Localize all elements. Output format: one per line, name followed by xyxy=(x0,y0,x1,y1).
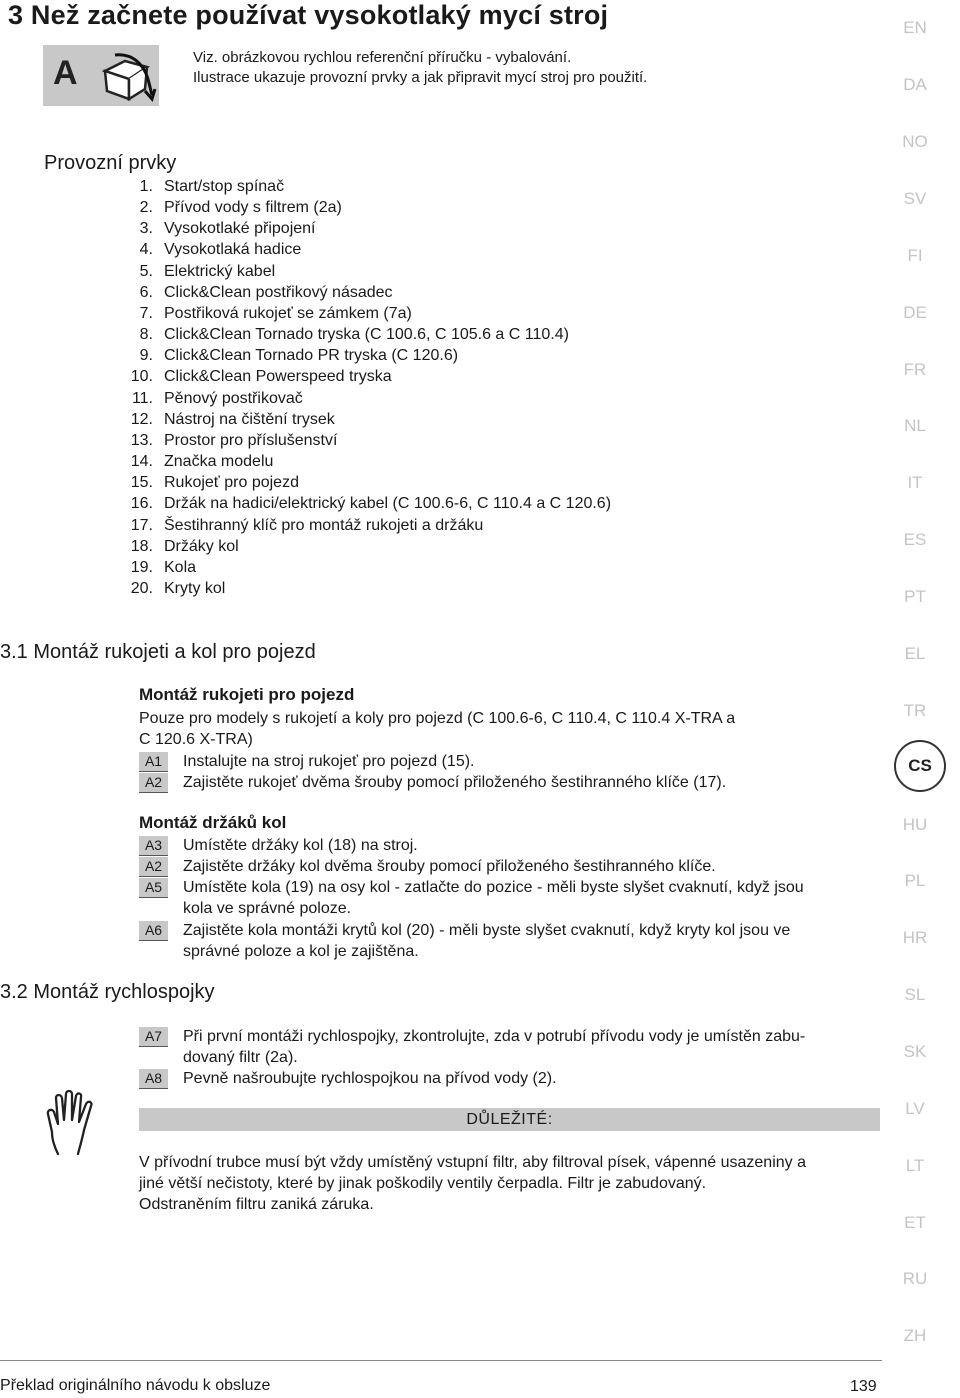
reference-line-2: Ilustrace ukazuje provozní prvky a jak připravit mycí stroj pro použití. xyxy=(193,69,648,86)
page-title: 3 Než začnete používat vysokotlaký mycí stroj xyxy=(8,0,609,30)
list-item: 15. Rukojeť pro pojezd xyxy=(130,474,299,492)
step-tag: A5 xyxy=(139,878,168,898)
lang-tab-zh[interactable]: ZH xyxy=(903,1326,927,1345)
list-item: 11. Pěnový postřikovač xyxy=(131,389,303,407)
footer-divider xyxy=(0,1360,882,1361)
lang-tab-sl[interactable]: SL xyxy=(904,985,926,1004)
lang-tab-lt[interactable]: LT xyxy=(905,1156,925,1175)
lang-tab-et[interactable]: ET xyxy=(904,1213,926,1232)
list-item: 19. Kola xyxy=(130,558,197,576)
lang-tab-es[interactable]: ES xyxy=(903,530,927,549)
lang-tab-pt[interactable]: PT xyxy=(904,587,926,606)
list-item: 20. Kryty kol xyxy=(130,579,226,597)
step-tag: A2 xyxy=(139,857,168,877)
lang-tab-en[interactable]: EN xyxy=(903,18,927,37)
page-number: 139 xyxy=(850,1378,877,1395)
wheel-holders-heading: Montáž držáků kol xyxy=(139,813,287,832)
lang-tab-fi[interactable]: FI xyxy=(907,246,923,265)
parts-list xyxy=(110,176,710,599)
list-item: 14. Značka modelu xyxy=(130,453,274,471)
step-tag: A7 xyxy=(139,1027,168,1047)
lang-tab-lv[interactable]: LV xyxy=(905,1099,925,1118)
list-item: 7. Postřiková rukojeť se zámkem (7a) xyxy=(139,304,412,322)
hand-stop-icon xyxy=(44,1088,100,1158)
list-item: 2. Přívod vody s filtrem (2a) xyxy=(139,199,342,217)
lang-tab-cs-active[interactable]: CS xyxy=(894,740,946,792)
lang-tab-el[interactable]: EL xyxy=(904,644,926,663)
filter-warning: V přívodní trubce musí být vždy umístěný vstupní filtr, aby filtroval písek, vápenné usazeniny a jiné větší nečistoty, které by jinak poškodily ventily čerpadla. Filtr je zabudovaný. Odstraněním filtru zaniká záruka. xyxy=(139,1154,806,1213)
step-tag: A6 xyxy=(139,921,168,941)
reference-line-1: Viz. obrázkovou rychlou referenční příručku - vybalování. xyxy=(193,49,572,66)
lang-tab-ru[interactable]: RU xyxy=(902,1269,928,1288)
step-tag: A8 xyxy=(139,1069,168,1089)
reference-letter: A xyxy=(53,54,78,92)
lang-tab-da[interactable]: DA xyxy=(903,75,927,94)
list-item: 16. Držák na hadici/elektrický kabel (C 100.6-6, C 110.4 a C 120.6) xyxy=(130,495,612,513)
box-unpack-icon xyxy=(99,51,157,103)
lang-tab-hu[interactable]: HU xyxy=(902,815,928,834)
operating-elements-heading: Provozní prvky xyxy=(44,152,177,174)
lang-tab-tr[interactable]: TR xyxy=(903,701,927,720)
section-3-2-heading: 3.2 Montáž rychlospojky xyxy=(0,981,215,1003)
important-banner: DŮLEŽITÉ: xyxy=(139,1108,880,1131)
reference-note xyxy=(193,48,647,88)
handle-models-note: Pouze pro modely s rukojetí a koly pro pojezd (C 100.6-6, C 110.4, C 110.4 X-TRA a C 120.6 X-TRA) xyxy=(139,710,736,748)
lang-tab-hr[interactable]: HR xyxy=(902,928,928,947)
handle-mount-heading: Montáž rukojeti pro pojezd xyxy=(139,685,355,704)
list-item: 10. Click&Clean Powerspeed tryska xyxy=(130,368,392,386)
list-item: 3. Vysokotlaké připojení xyxy=(139,220,316,238)
lang-tab-fr[interactable]: FR xyxy=(903,360,927,379)
list-item: 4. Vysokotlaká hadice xyxy=(139,241,302,259)
lang-tab-nl[interactable]: NL xyxy=(904,416,926,435)
lang-tab-pl[interactable]: PL xyxy=(904,871,926,890)
list-item: 1. Start/stop spínač xyxy=(139,178,285,195)
section-3-1-heading: 3.1 Montáž rukojeti a kol pro pojezd xyxy=(0,641,316,663)
lang-tab-de[interactable]: DE xyxy=(903,303,927,322)
step-tag: A2 xyxy=(139,773,168,793)
list-item: 13. Prostor pro příslušenství xyxy=(130,431,338,449)
quick-reference-box xyxy=(43,45,159,106)
lang-tab-sk[interactable]: SK xyxy=(903,1042,927,1061)
list-item: 8. Click&Clean Tornado tryska (C 100.6, C 105.6 a C 110.4) xyxy=(139,326,569,344)
step-tag: A1 xyxy=(139,752,168,772)
list-item: 12. Nástroj na čištění trysek xyxy=(130,410,335,428)
list-item: 17. Šestihranný klíč pro montáž rukojeti a držáku xyxy=(130,516,484,534)
list-item: 9. Click&Clean Tornado PR tryska (C 120.6) xyxy=(139,347,459,365)
lang-tab-it[interactable]: IT xyxy=(907,473,923,492)
lang-tab-sv[interactable]: SV xyxy=(903,189,927,208)
lang-tab-no[interactable]: NO xyxy=(902,132,928,151)
list-item: 5. Elektrický kabel xyxy=(139,262,276,280)
list-item: 6. Click&Clean postřikový násadec xyxy=(139,283,393,301)
step-tag: A3 xyxy=(139,836,168,856)
footer-text: Překlad originálního návodu k obsluze xyxy=(0,1377,271,1394)
list-item: 18. Držáky kol xyxy=(130,537,239,555)
